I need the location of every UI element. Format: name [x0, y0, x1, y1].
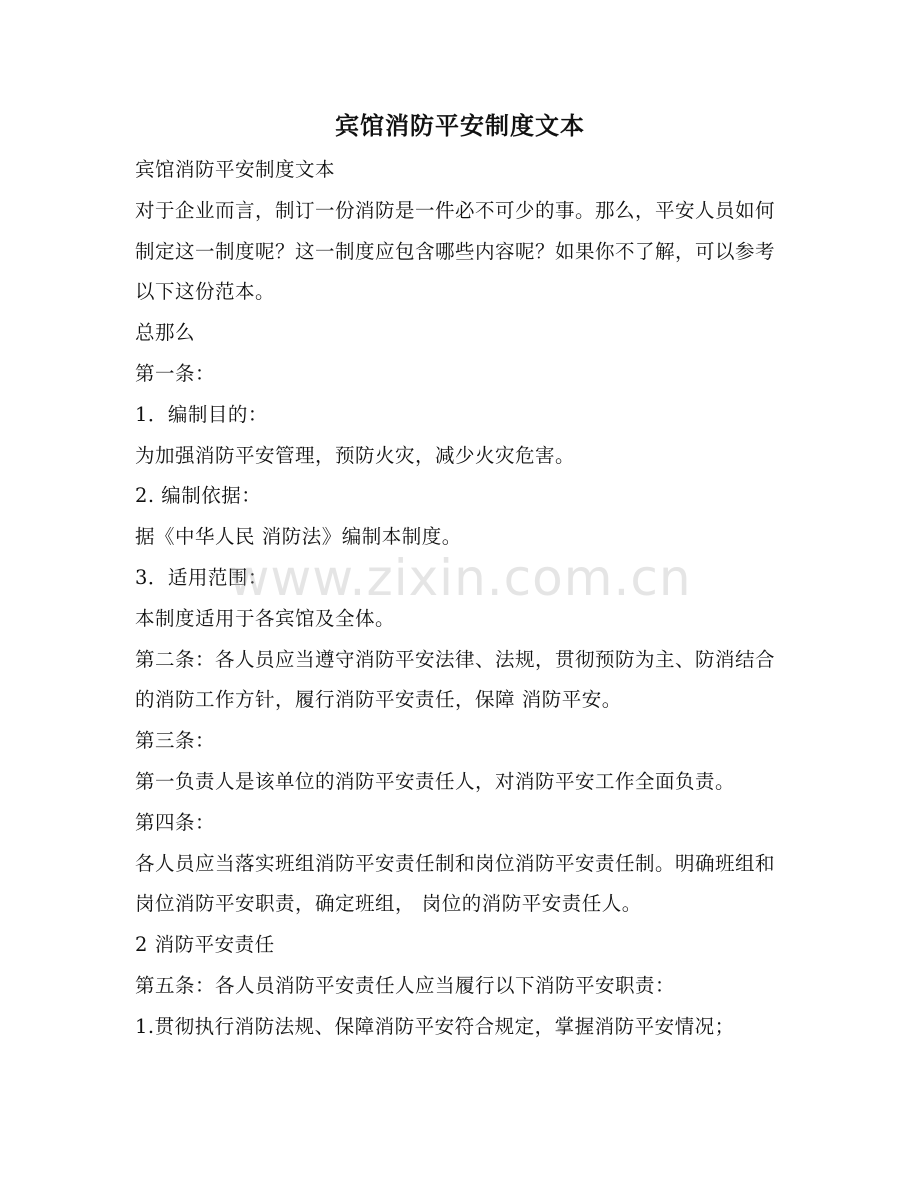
- document-title: 宾馆消防平安制度文本: [335, 111, 585, 140]
- paragraph: 总那么: [135, 321, 196, 345]
- document-body: [135, 150, 775, 1048]
- paragraph: 2 消防平安责任: [135, 933, 275, 957]
- paragraph: 第二条：各人员应当遵守消防平安法律、法规，贯彻预防为主、防消结合的消防工作方针，履行消防平安责任，保障 消防平安。: [135, 647, 776, 712]
- paragraph: 2. 编制依据：: [135, 484, 262, 508]
- watermark: www.zixin.com.cn: [228, 549, 692, 607]
- paragraph: 宾馆消防平安制度文本: [135, 158, 336, 181]
- paragraph: 3．适用范围：: [135, 565, 268, 589]
- paragraph: 据《中华人民 消防法》编制本制度。: [135, 525, 462, 549]
- paragraph: 第一负责人是该单位的消防平安责任人，对消防平安工作全面负责。: [135, 769, 736, 793]
- paragraph: 第三条：: [135, 729, 216, 753]
- paragraph: 第四条：: [135, 810, 216, 834]
- paragraph: 对于企业而言，制订一份消防是一件必不可少的事。那么，平安人员如何制定这一制度呢？这一制度应包含哪些内容呢？如果你不了解，可以参考以下这份范本。: [135, 198, 776, 304]
- paragraph: 各人员应当落实班组消防平安责任制和岗位消防平安责任制。明确班组和岗位消防平安职责，确定班组， 岗位的消防平安责任人。: [135, 851, 776, 916]
- paragraph: 第五条：各人员消防平安责任人应当履行以下消防平安职责：: [135, 973, 676, 997]
- paragraph: 1.贯彻执行消防法规、保障消防平安符合规定，掌握消防平安情况；: [135, 1014, 735, 1038]
- paragraph: 为加强消防平安管理，预防火灾，减少火灾危害。: [135, 443, 576, 467]
- paragraph: 1．编制目的：: [135, 402, 268, 426]
- paragraph: 本制度适用于各宾馆及全体。: [135, 606, 396, 630]
- paragraph: 第一条：: [135, 361, 216, 385]
